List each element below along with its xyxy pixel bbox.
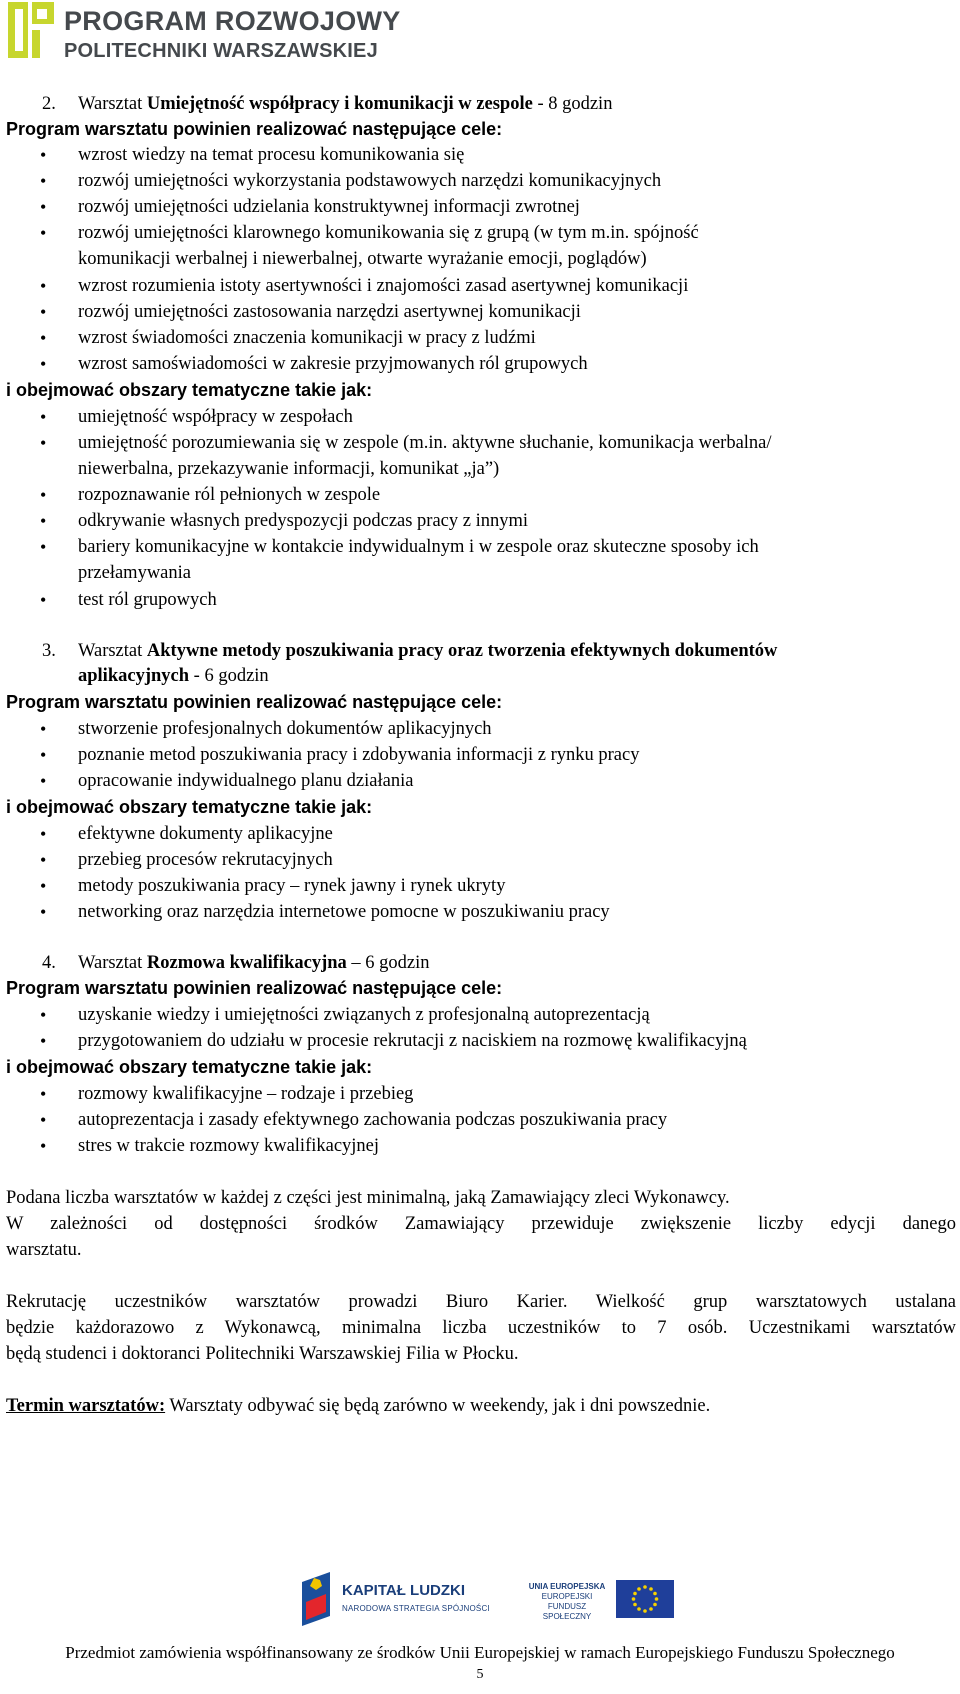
workshop-title: Aktywne metody poszukiwania pracy oraz tworzenia efektywnych dokumentów	[146, 641, 778, 661]
list-item-continuation: przełamywania	[78, 563, 191, 583]
bullet-icon: •	[40, 1110, 47, 1130]
brand-title: PROGRAM ROZWOJOWY	[64, 6, 401, 36]
termin-line	[6, 1394, 956, 1418]
bullet-icon: •	[40, 745, 47, 765]
list-item: umiejętność porozumiewania się w zespole (m.in. aktywne słuchanie, komunikacja werbalna/	[78, 433, 772, 453]
list-item: test ról grupowych	[78, 590, 217, 610]
bullet-icon: •	[40, 1084, 47, 1104]
eu-flag-icon	[616, 1580, 674, 1618]
termin-label: Termin warsztatów:	[6, 1396, 166, 1416]
list-item: efektywne dokumenty aplikacyjne	[78, 824, 333, 844]
list-item: stworzenie profesjonalnych dokumentów aplikacyjnych	[78, 719, 492, 739]
list-item: metody poszukiwania pracy – rynek jawny i rynek ukryty	[78, 876, 506, 896]
list-item: uzyskanie wiedzy i umiejętności związanych z profesjonalną autoprezentacją	[78, 1005, 650, 1025]
note-paragraph-line: Podana liczba warsztatów w każdej z części jest minimalną, jaką Zamawiający zleci Wykonawcy.	[6, 1188, 730, 1208]
header-logo	[6, 0, 426, 72]
note-paragraph-line: warsztatu.	[6, 1240, 82, 1260]
list-item: bariery komunikacyjne w kontakcie indywidualnym i w zespole oraz skuteczne sposoby ich	[78, 537, 759, 557]
workshop-4-heading	[42, 951, 430, 975]
list-item: odkrywanie własnych predyspozycji podczas pracy z innymi	[78, 511, 529, 531]
eu-label-line: EUROPEJSKI	[541, 1592, 593, 1601]
workshop-duration: - 6 godzin	[193, 666, 269, 686]
list-item: wzrost wiedzy na temat procesu komunikowania się	[78, 145, 465, 165]
bullet-icon: •	[40, 328, 47, 348]
workshop-3-heading-cont	[78, 664, 269, 688]
eu-label-line: FUNDUSZ SPOŁECZNY	[542, 1602, 592, 1621]
note-paragraph-line: W zależności od dostępności środków Zamawiający przewiduje zwiększenie liczby edycji danego	[6, 1214, 956, 1234]
bullet-icon: •	[40, 197, 47, 217]
footer-logos	[300, 1572, 680, 1642]
list-item-continuation: komunikacji werbalnej i niewerbalnej, otwarte wyrażanie emocji, poglądów)	[78, 249, 647, 269]
list-item: networking oraz narzędzia internetowe pomocne w poszukiwaniu pracy	[78, 902, 610, 922]
goals-heading: Program warsztatu powinien realizować następujące cele:	[6, 978, 503, 998]
bullet-icon: •	[40, 171, 47, 191]
list-item: opracowanie indywidualnego planu działania	[78, 771, 414, 791]
bullet-icon: •	[40, 485, 47, 505]
kapital-ludzki-subtitle: NARODOWA STRATEGIA SPÓJNOŚCI	[342, 1604, 490, 1613]
bullet-icon: •	[40, 276, 47, 296]
recruitment-paragraph-line: będzie każdorazowo z Wykonawcą, minimalna liczba uczestników to 7 osób. Uczestnikami warsztatów	[6, 1318, 956, 1338]
goals-heading: Program warsztatu powinien realizować następujące cele:	[6, 119, 503, 139]
areas-heading: i obejmować obszary tematyczne takie jak:	[6, 1057, 373, 1077]
recruitment-paragraph-line: Rekrutację uczestników warsztatów prowadzi Biuro Karier. Wielkość grup warsztatowych ustalana	[6, 1292, 956, 1312]
workshop-prefix: Warsztat	[78, 953, 143, 973]
list-item: rozmowy kwalifikacyjne – rodzaje i przebieg	[78, 1084, 414, 1104]
workshop-title: Umiejętność współpracy i komunikacji w zespole	[146, 94, 533, 114]
workshop-title: Rozmowa kwalifikacyjna	[146, 953, 347, 973]
bullet-icon: •	[40, 824, 47, 844]
workshop-number: 3.	[42, 641, 56, 661]
list-item: stres w trakcie rozmowy kwalifikacyjnej	[78, 1136, 380, 1156]
workshop-number: 4.	[42, 953, 56, 973]
workshop-duration: – 6 godzin	[351, 953, 430, 973]
goals-heading: Program warsztatu powinien realizować następujące cele:	[6, 692, 503, 712]
bullet-icon: •	[40, 537, 47, 557]
list-item: przygotowaniem do udziału w procesie rekrutacji z naciskiem na rozmowę kwalifikacyjną	[78, 1031, 747, 1051]
eu-label-line: UNIA EUROPEJSKA	[528, 1582, 606, 1591]
workshop-title-cont: aplikacyjnych	[78, 666, 190, 686]
list-item: rozwój umiejętności klarownego komunikowania się z grupą (w tym m.in. spójność	[78, 223, 699, 243]
workshop-prefix: Warsztat	[78, 94, 143, 114]
bullet-icon: •	[40, 771, 47, 791]
bullet-icon: •	[40, 590, 47, 610]
bullet-icon: •	[40, 302, 47, 322]
bullet-icon: •	[40, 850, 47, 870]
list-item-continuation: niewerbalna, przekazywanie informacji, komunikat „ja”)	[78, 459, 500, 479]
list-item: autoprezentacja i zasady efektywnego zachowania podczas poszukiwania pracy	[78, 1110, 668, 1130]
workshop-number: 2.	[42, 94, 56, 114]
brand-subtitle: POLITECHNIKI WARSZAWSKIEJ	[64, 40, 378, 62]
bullet-icon: •	[40, 354, 47, 374]
workshop-duration: - 8 godzin	[537, 94, 613, 114]
kapital-ludzki-logo-icon	[300, 1572, 338, 1630]
eu-label	[525, 1582, 609, 1622]
bullet-icon: •	[40, 407, 47, 427]
bullet-icon: •	[40, 145, 47, 165]
recruitment-paragraph-line: będą studenci i doktoranci Politechniki Warszawskiej Filia w Płocku.	[6, 1344, 519, 1364]
bullet-icon: •	[40, 511, 47, 531]
list-item: wzrost rozumienia istoty asertywności i znajomości zasad asertywnej komunikacji	[78, 276, 689, 296]
program-rozwojowy-logo-icon	[6, 0, 58, 62]
list-item: rozwój umiejętności udzielania konstruktywnej informacji zwrotnej	[78, 197, 580, 217]
workshop-prefix: Warsztat	[78, 641, 143, 661]
bullet-icon: •	[40, 1005, 47, 1025]
bullet-icon: •	[40, 902, 47, 922]
list-item: przebieg procesów rekrutacyjnych	[78, 850, 333, 870]
list-item: umiejętność współpracy w zespołach	[78, 407, 353, 427]
areas-heading: i obejmować obszary tematyczne takie jak:	[6, 797, 373, 817]
bullet-icon: •	[40, 719, 47, 739]
bullet-icon: •	[40, 433, 47, 453]
bullet-icon: •	[40, 876, 47, 896]
bullet-icon: •	[40, 223, 47, 243]
list-item: wzrost świadomości znaczenia komunikacji w pracy z ludźmi	[78, 328, 536, 348]
list-item: rozwój umiejętności wykorzystania podstawowych narzędzi komunikacyjnych	[78, 171, 662, 191]
workshop-3-heading	[42, 639, 777, 663]
cofinancing-note: Przedmiot zamówienia współfinansowany ze środków Unii Europejskiej w ramach Europejskiego Funduszu Społecznego	[65, 1643, 895, 1662]
bullet-icon: •	[40, 1136, 47, 1156]
workshop-2-heading	[42, 92, 612, 116]
kapital-ludzki-title: KAPITAŁ LUDZKI	[342, 1582, 466, 1599]
list-item: rozwój umiejętności zastosowania narzędzi asertywnej komunikacji	[78, 302, 581, 322]
page-number: 5	[476, 1667, 484, 1682]
list-item: poznanie metod poszukiwania pracy i zdobywania informacji z rynku pracy	[78, 745, 640, 765]
areas-heading: i obejmować obszary tematyczne takie jak:	[6, 380, 373, 400]
list-item: wzrost samoświadomości w zakresie przyjmowanych ról grupowych	[78, 354, 588, 374]
termin-text: Warsztaty odbywać się będą zarówno w weekendy, jak i dni powszednie.	[165, 1396, 711, 1416]
list-item: rozpoznawanie ról pełnionych w zespole	[78, 485, 381, 505]
bullet-icon: •	[40, 1031, 47, 1051]
